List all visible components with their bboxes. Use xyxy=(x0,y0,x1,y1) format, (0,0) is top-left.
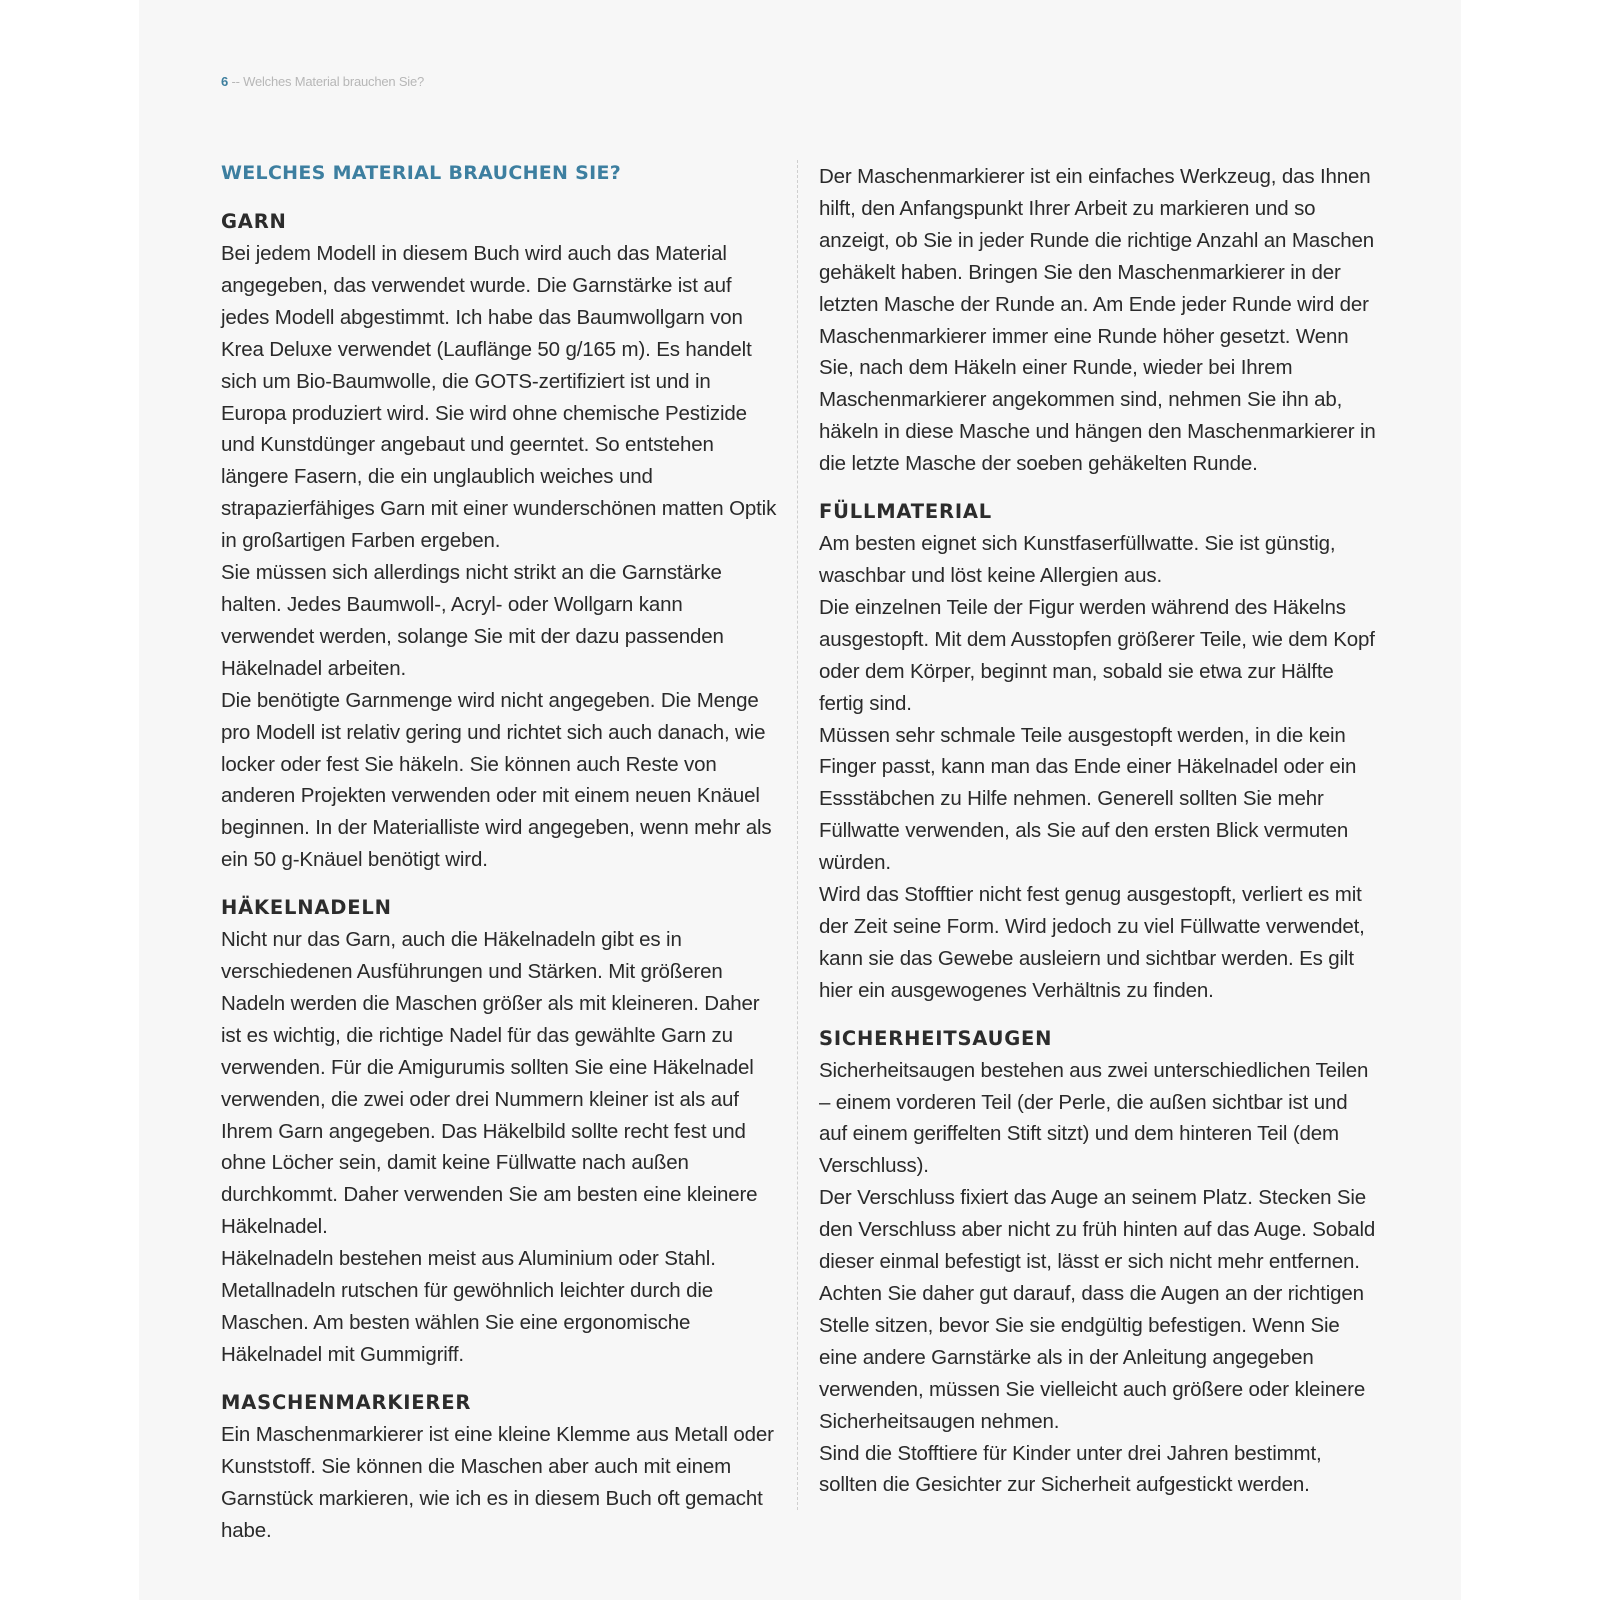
paragraph: Die benötigte Garnmenge wird nicht angegeben. Die Menge pro Modell ist relativ gering und richtet sich auch danach, wie locker oder fest Sie häkeln. Sie können auch Reste von anderen Projekten verwenden oder mit einem neuen Knäuel beginnen. In der Materialliste wird angegeben, wenn mehr als ein 50 g-Knäuel benötigt wird. xyxy=(221,688,772,872)
heading-fuellmaterial: FÜLLMATERIAL xyxy=(819,500,992,524)
heading-maschenmarkierer: MASCHENMARKIERER xyxy=(221,1390,472,1414)
paragraph: Sicherheitsaugen bestehen aus zwei unterschiedlichen Teilen – einem vorderen Teil (der Perle, die außen sichtbar ist und auf einem geriffelten Stift sitzt) und dem hinteren Teil (dem Verschluss). xyxy=(819,1058,1369,1178)
running-head-text: Welches Material brauchen Sie? xyxy=(243,74,425,89)
section-title: WELCHES MATERIAL BRAUCHEN SIE? xyxy=(221,162,622,184)
section-garn xyxy=(221,206,781,876)
paragraph: Die einzelnen Teile der Figur werden während des Häkelns ausgestopft. Mit dem Ausstopfen größerer Teile, wie dem Kopf oder dem Körper, beginnt man, sobald sie etwa zur Hälfte fertig sind. xyxy=(819,595,1375,715)
heading-haekelnadeln: HÄKELNADELN xyxy=(221,896,392,920)
paragraph: Der Verschluss fixiert das Auge an seinem Platz. Stecken Sie den Verschluss aber nicht zu früh hinten auf das Auge. Sobald dieser einmal befestigt ist, lässt er sich nicht mehr entfernen. Achten Sie daher gut darauf, dass die Augen an der richtigen Stelle sitzen, bevor Sie sie endgültig befestigen. Wenn Sie eine andere Garnstärke als in der Anleitung angegeben verwenden, müssen Sie vielleicht auch größere oder kleinere Sicherheitsaugen nehmen. xyxy=(819,1186,1376,1433)
heading-garn: GARN xyxy=(221,210,287,233)
paragraph: Häkelnadeln bestehen meist aus Aluminium oder Stahl. Metallnadeln rutschen für gewöhnlich leichter durch die Maschen. Am besten wählen Sie eine ergonomische Häkelnadel mit Gummigriff. xyxy=(221,1247,716,1366)
page-number: 6 xyxy=(221,74,229,89)
running-head xyxy=(221,74,424,89)
book-page xyxy=(139,0,1461,1600)
right-column xyxy=(819,161,1379,1517)
paragraph: Am besten eignet sich Kunstfaserfüllwatte. Sie ist günstig, waschbar und löst keine Allergien aus. xyxy=(819,532,1336,587)
section-haekelnadeln xyxy=(221,892,781,1371)
paragraph: Wird das Stofftier nicht fest genug ausgestopft, verliert es mit der Zeit seine Form. Wird jedoch zu viel Füllwatte verwendet, kann sie das Gewebe ausleiern und sichtbar werden. Es gilt hier ein ausgewogenes Verhältnis zu finden. xyxy=(819,883,1365,1002)
running-head-separator: -- xyxy=(228,74,244,89)
column-divider xyxy=(797,160,798,1510)
paragraph: Ein Maschenmarkierer ist eine kleine Klemme aus Metall oder Kunststoff. Sie können die Maschen aber auch mit einem Garnstück markieren, wie ich es in diesem Buch oft gemacht habe. xyxy=(221,1422,774,1542)
section-fuellmaterial xyxy=(819,496,1379,1007)
paragraph: Bei jedem Modell in diesem Buch wird auch das Material angegeben, das verwendet wurde. Die Garnstärke ist auf jedes Modell abgestimmt. Ich habe das Baumwollgarn von Krea Deluxe verwendet (Lauflänge 50 g/165 m). Es handelt sich um Bio-Baumwolle, die GOTS-zertifiziert ist und in Europa produziert wird. Sie wird ohne chemische Pestizide und Kunstdünger angebaut und geerntet. So entstehen längere Fasern, die ein unglaublich weiches und strapazierfähiges Garn mit einer wunderschönen matten Optik in großartigen Farben ergeben. xyxy=(221,242,777,553)
section-sicherheitsaugen xyxy=(819,1023,1379,1502)
paragraph: Sie müssen sich allerdings nicht strikt an die Garnstärke halten. Jedes Baumwoll-, Acryl- oder Wollgarn kann verwendet werden, solange Sie mit der dazu passenden Häkelnadel arbeiten. xyxy=(221,561,724,680)
left-column xyxy=(221,160,781,1562)
heading-sicherheitsaugen: SICHERHEITSAUGEN xyxy=(819,1026,1053,1050)
paragraph: Müssen sehr schmale Teile ausgestopft werden, in die kein Finger passt, kann man das Ende einer Häkelnadel oder ein Essstäbchen zu Hilfe nehmen. Generell sollten Sie mehr Füllwatte verwenden, als Sie auf den ersten Blick vermuten würden. xyxy=(819,723,1357,875)
paragraph: Nicht nur das Garn, auch die Häkelnadeln gibt es in verschiedenen Ausführungen und Stärken. Mit größeren Nadeln werden die Maschen größer als mit kleineren. Daher ist es wichtig, die richtige Nadel für das gewählte Garn zu verwenden. Für die Amigurumis sollten Sie eine Häkelnadel verwenden, die zwei oder drei Nummern kleiner ist als auf Ihrem Garn angegeben. Das Häkelbild sollte recht fest und ohne Löcher sein, damit keine Füllwatte nach außen durchkommt. Daher verwenden Sie am besten eine kleinere Häkelnadel. xyxy=(221,928,760,1239)
section-maschenmarkierer xyxy=(221,1387,781,1547)
section-maschenmarkierer-continued xyxy=(819,161,1379,480)
paragraph: Sind die Stofftiere für Kinder unter drei Jahren bestimmt, sollten die Gesichter zur Sicherheit aufgestickt werden. xyxy=(819,1441,1322,1497)
paragraph: Der Maschenmarkierer ist ein einfaches Werkzeug, das Ihnen hilft, den Anfangspunkt Ihrer Arbeit zu markieren und so anzeigt, ob Sie in jeder Runde die richtige Anzahl an Maschen gehäkelt haben. Bringen Sie den Maschenmarkierer in der letzten Masche der Runde an. Am Ende jeder Runde wird der Maschenmarkierer immer eine Runde höher gesetzt. Wenn Sie, nach dem Häkeln einer Runde, wieder bei Ihrem Maschenmarkierer angekommen sind, nehmen Sie ihn ab, häkeln in diese Masche und hängen den Maschenmarkierer in die letzte Masche der soeben gehäkelten Runde. xyxy=(819,165,1376,476)
